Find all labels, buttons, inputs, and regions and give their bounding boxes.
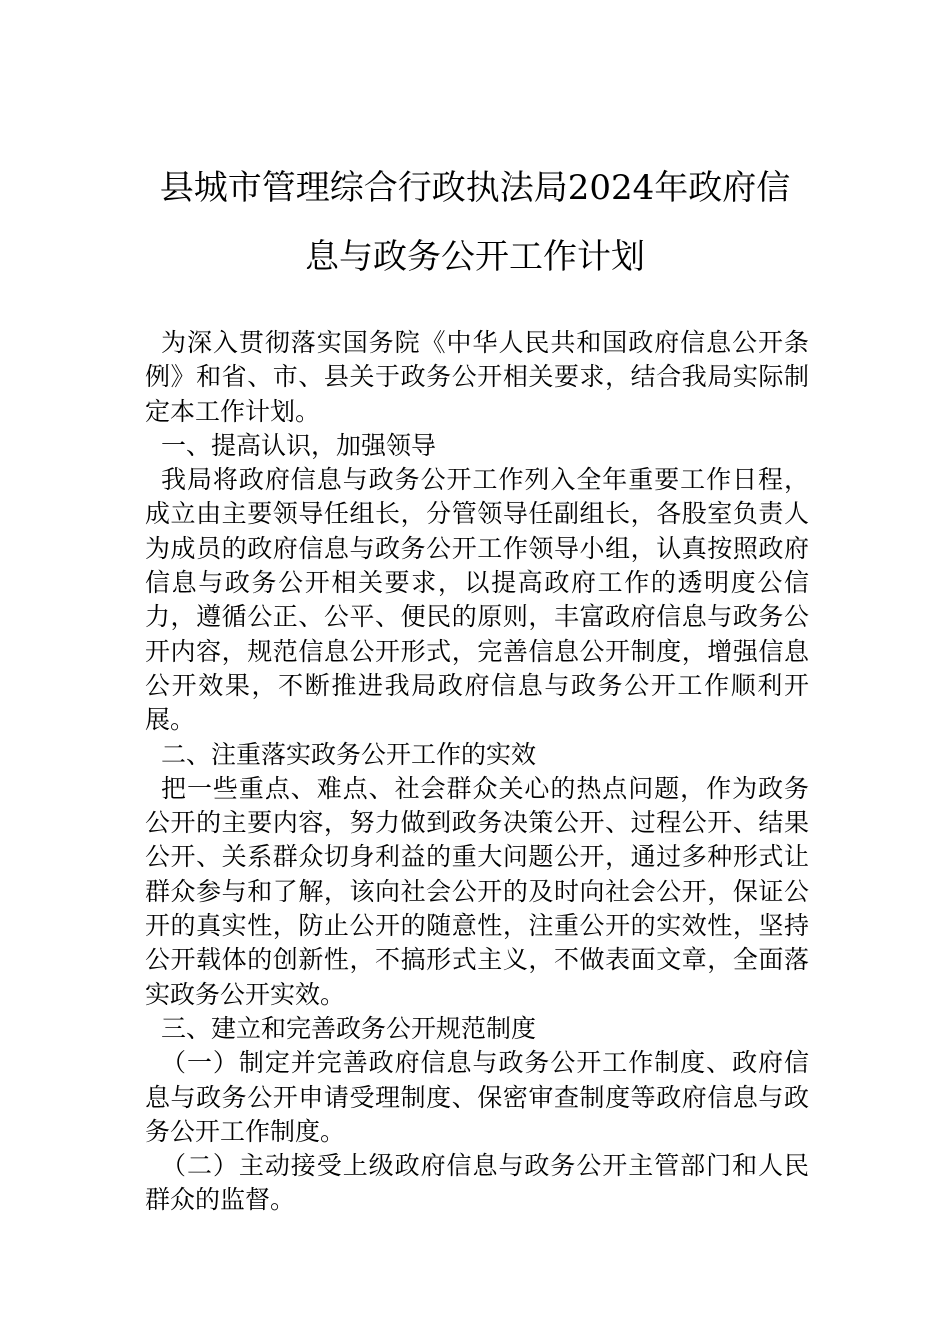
section-heading-2: 二、注重落实政务公开工作的实效 — [161, 739, 537, 769]
section-heading-3: 三、建立和完善政务公开规范制度 — [161, 1013, 537, 1043]
section-1-paragraph: 我局将政府信息与政务公开工作列入全年重要工作日程，成立由主要领导任组长，分管领导任副组长，各股室负责人为成员的政府信息与政务公开工作领导小组，认真按照政府信息与政务公开相关要求，以提高政府工作的透明度公信力，遵循公正、公平、便民的原则，丰富政府信息与政务公开内容，规范信息公开形式，完善信息公开制度，增强信息公开效果，不断推进我局政府信息与政务公开工作顺利开展。 — [145, 465, 809, 735]
intro-paragraph: 为深入贯彻落实国务院《中华人民共和国政府信息公开条例》和省、市、县关于政务公开相关要求，结合我局实际制定本工作计划。 — [145, 328, 809, 426]
section-3-item-1: （一）制定并完善政府信息与政务公开工作制度、政府信息与政务公开申请受理制度、保密审查制度等政府信息与政务公开工作制度。 — [145, 1048, 809, 1146]
section-2-paragraph: 把一些重点、难点、社会群众关心的热点问题，作为政务公开的主要内容，努力做到政务决策公开、过程公开、结果公开、关系群众切身利益的重大问题公开，通过多种形式让群众参与和了解，该向社会公开的及时向社会公开，保证公开的真实性，防止公开的随意性，注重公开的实效性，坚持公开载体的创新性，不搞形式主义，不做表面文章，全面落实政务公开实效。 — [145, 773, 809, 1009]
document-body — [145, 326, 809, 1218]
section-3-item-2: （二）主动接受上级政府信息与政务公开主管部门和人民群众的监督。 — [145, 1151, 809, 1215]
document-title-line-1: 县城市管理综合行政执法局2024年政府信 — [159, 168, 791, 208]
section-heading-1: 一、提高认识，加强领导 — [161, 430, 437, 460]
document-title-line-2: 息与政务公开工作计划 — [305, 237, 645, 277]
